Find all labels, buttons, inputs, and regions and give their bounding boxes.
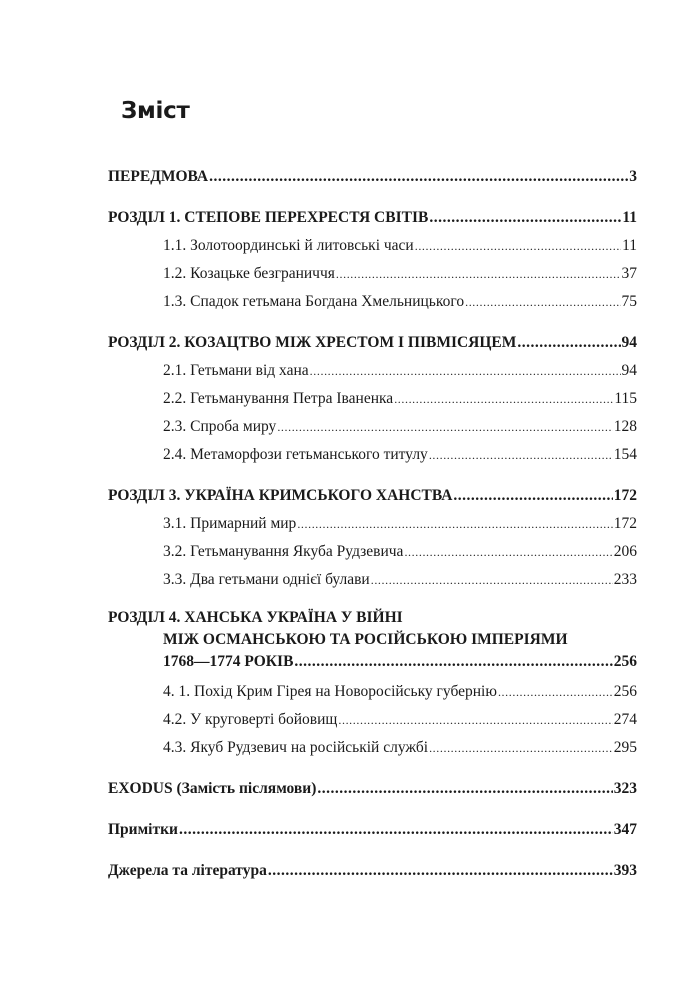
toc-subsection-entry[interactable] [108, 510, 637, 538]
dot-leader [394, 385, 613, 413]
toc-chapter-entry[interactable] [108, 607, 637, 629]
entry-title: 4.3. Якуб Рудзевич на російській службі [163, 739, 429, 756]
dot-leader [404, 538, 612, 566]
dot-leader [429, 204, 621, 232]
dot-leader [317, 775, 612, 803]
entry-title: 2.2. Гетьманування Петра Іваненка [163, 390, 394, 407]
toc-chapter-entry[interactable] [108, 204, 637, 232]
page-number: 323 [613, 780, 637, 797]
page-number: 11 [622, 209, 637, 226]
entry-title: ПЕРЕДМОВА [108, 168, 209, 185]
page-number: 172 [613, 515, 637, 532]
toc-chapter-entry[interactable] [108, 629, 637, 651]
dot-leader [415, 232, 621, 260]
entry-title: 1.3. Спадок гетьмана Богдана Хмельницького [163, 293, 465, 310]
toc-chapter-entry[interactable] [108, 816, 637, 844]
dot-leader [297, 510, 612, 538]
entry-title: 4. 1. Похід Крим Гірея на Новоросійську губернію [163, 683, 497, 700]
entry-title: РОЗДІЛ 4. ХАНСЬКА УКРАЇНА У ВІЙНІ [108, 609, 403, 626]
toc-subsection-entry[interactable] [108, 441, 637, 469]
page-number: 75 [621, 293, 637, 310]
page-number: 37 [621, 265, 637, 282]
page-number: 172 [613, 487, 637, 504]
page-number: 295 [613, 739, 637, 756]
page-title: Зміст [121, 98, 190, 124]
dot-leader [268, 857, 613, 885]
page-number: 393 [613, 862, 637, 879]
entry-title: МІЖ ОСМАНСЬКОЮ ТА РОСІЙСЬКОЮ ІМПЕРІЯМИ [163, 630, 568, 648]
entry-title: 3.3. Два гетьмани однієї булави [163, 571, 370, 588]
toc-chapter-entry[interactable] [108, 857, 637, 885]
page-number: 94 [621, 334, 637, 351]
toc-subsection-entry[interactable] [108, 357, 637, 385]
dot-leader [338, 706, 612, 734]
entry-title: 3.2. Гетьманування Якуба Рудзевича [163, 543, 404, 560]
dot-leader [179, 816, 613, 844]
entry-title: 1.2. Козацьке безграниччя [163, 265, 335, 282]
dot-leader [294, 650, 612, 674]
dot-leader [429, 441, 613, 469]
table-of-contents [108, 163, 637, 898]
toc-section [108, 857, 637, 885]
toc-section [108, 204, 637, 316]
page-number: 128 [613, 418, 637, 435]
dot-leader [465, 288, 620, 316]
toc-section [108, 607, 637, 762]
toc-chapter-entry[interactable] [108, 329, 637, 357]
toc-section [108, 816, 637, 844]
page-number: 256 [613, 683, 637, 700]
toc-subsection-entry[interactable] [108, 413, 637, 441]
entry-title: 2.1. Гетьмани від хана [163, 362, 309, 379]
toc-subsection-entry[interactable] [108, 385, 637, 413]
entry-title: 1768—1774 РОКІВ [163, 653, 294, 670]
toc-section [108, 775, 637, 803]
page-number: 274 [613, 711, 637, 728]
page-number: 94 [621, 362, 637, 379]
page-number: 206 [613, 543, 637, 560]
dot-leader [371, 566, 613, 594]
entry-title: Примітки [108, 821, 178, 838]
toc-subsection-entry[interactable] [108, 734, 637, 762]
dot-leader [310, 357, 621, 385]
dot-leader [429, 734, 613, 762]
toc-chapter-entry[interactable] [108, 650, 637, 678]
toc-section [108, 482, 637, 594]
toc-chapter-entry[interactable] [108, 482, 637, 510]
toc-subsection-entry[interactable] [108, 678, 637, 706]
toc-chapter-entry[interactable] [108, 775, 637, 803]
page-number: 256 [613, 653, 637, 670]
toc-subsection-entry[interactable] [108, 288, 637, 316]
entry-title: 4.2. У круговерті бойовищ [163, 711, 338, 728]
entry-title: Джерела та література [108, 862, 267, 879]
page-number: 347 [613, 821, 637, 838]
entry-title: РОЗДІЛ 2. КОЗАЦТВО МІЖ ХРЕСТОМ І ПІВМІСЯЦЕМ [108, 334, 517, 351]
dot-leader [453, 482, 612, 510]
dot-leader [498, 678, 613, 706]
dot-leader [336, 260, 621, 288]
dot-leader [209, 163, 628, 191]
page-number: 154 [613, 446, 637, 463]
page-number: 115 [614, 390, 637, 407]
dot-leader [517, 329, 620, 357]
toc-subsection-entry[interactable] [108, 232, 637, 260]
toc-subsection-entry[interactable] [108, 538, 637, 566]
toc-section [108, 329, 637, 469]
dot-leader [277, 413, 612, 441]
toc-subsection-entry[interactable] [108, 706, 637, 734]
toc-subsection-entry[interactable] [108, 566, 637, 594]
toc-subsection-entry[interactable] [108, 260, 637, 288]
toc-section [108, 163, 637, 191]
toc-chapter-entry[interactable] [108, 163, 637, 191]
entry-title: EXODUS (Замість післямови) [108, 780, 317, 797]
entry-title: 1.1. Золотоординські й литовські часи [163, 237, 414, 254]
entry-title: РОЗДІЛ 3. УКРАЇНА КРИМСЬКОГО ХАНСТВА [108, 487, 453, 504]
page-number: 3 [629, 168, 637, 185]
entry-title: РОЗДІЛ 1. СТЕПОВЕ ПЕРЕХРЕСТЯ СВІТІВ [108, 209, 429, 226]
page-number: 233 [613, 571, 637, 588]
entry-title: 3.1. Примарний мир [163, 515, 297, 532]
entry-title: 2.3. Спроба миру [163, 418, 277, 435]
entry-title: 2.4. Метаморфози гетьманського титулу [163, 446, 428, 463]
page-number: 11 [622, 237, 637, 254]
